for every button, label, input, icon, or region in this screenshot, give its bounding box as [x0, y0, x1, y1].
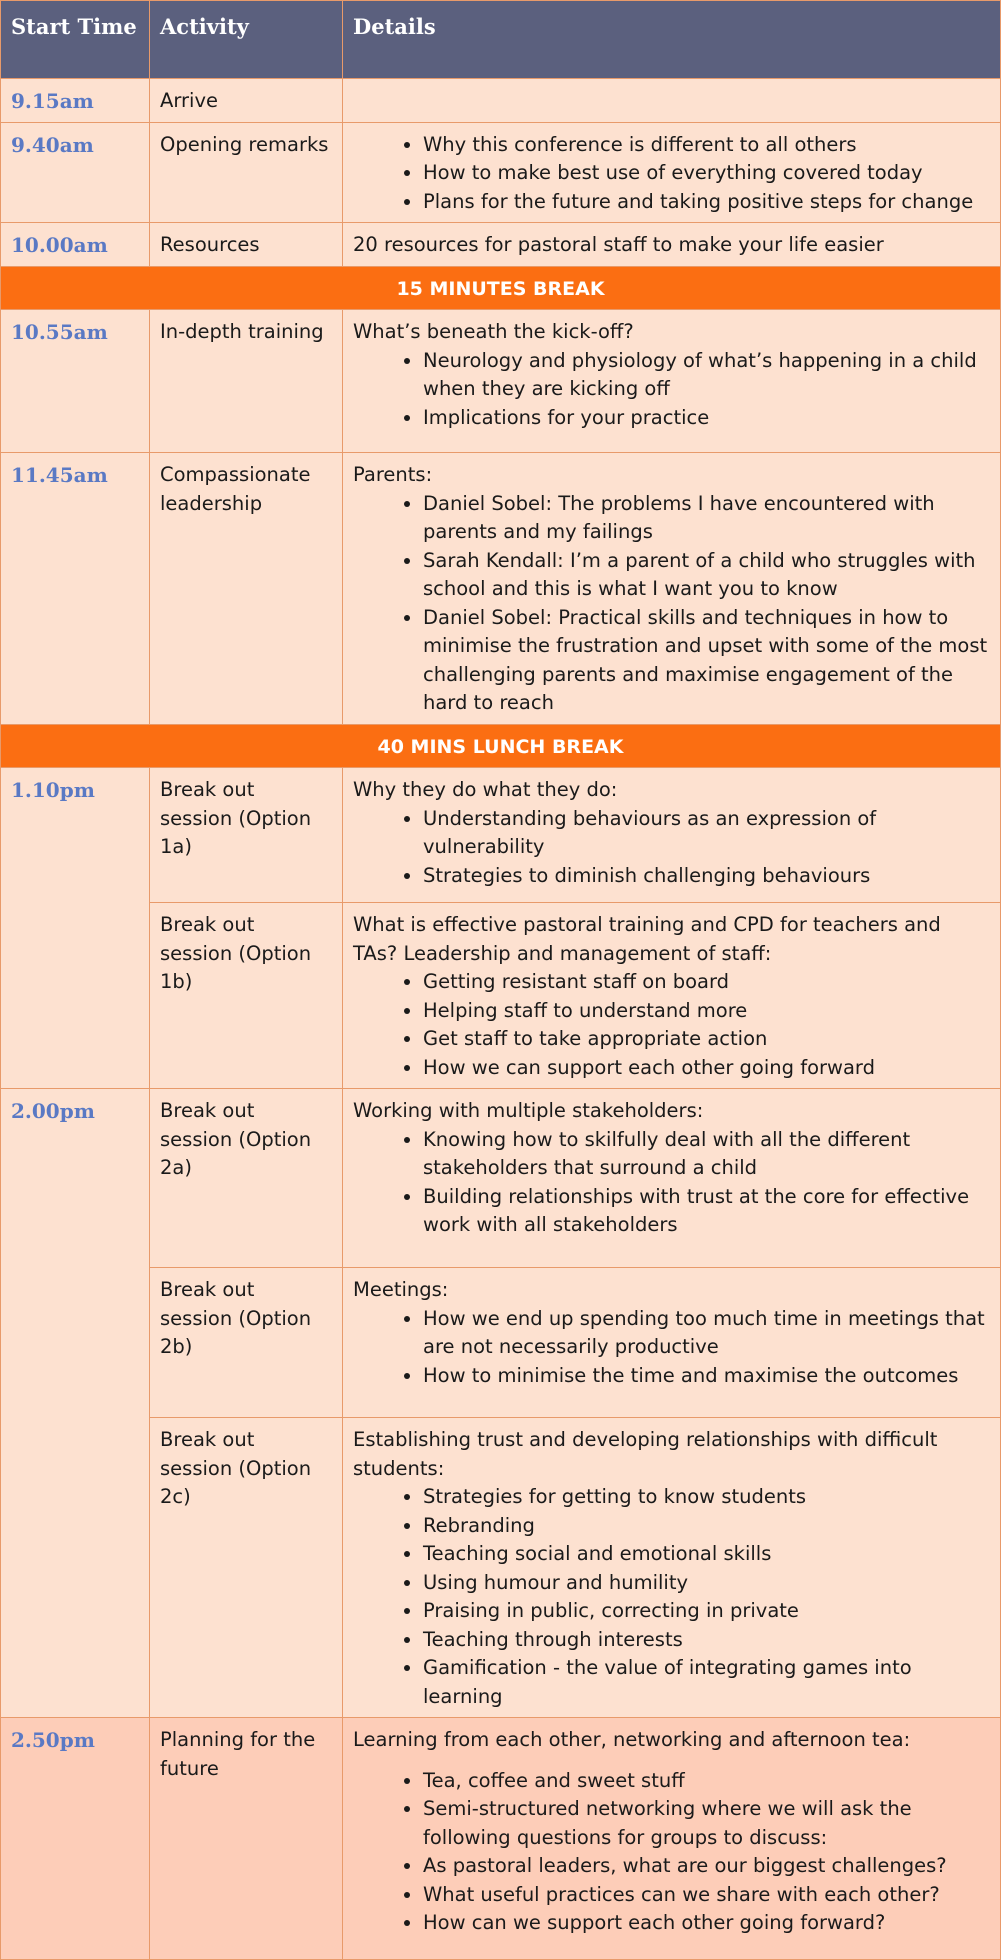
details-header: Details	[343, 1, 1001, 79]
details-cell	[343, 1418, 1001, 1718]
details-bullet: • Why this conference is different to all others	[423, 131, 990, 160]
start-time: 2.00pm	[1, 1089, 150, 1718]
details-bullet: • Building relationships with trust at the core for effective work with all stakeholders	[423, 1183, 990, 1240]
details-intro: 20 resources for pastoral staff to make your life easier	[353, 233, 884, 256]
agenda-row	[1, 223, 1001, 267]
activity-name: Break out session (Option 1a)	[150, 768, 343, 903]
details-bullet: • Gamification - the value of integrating games into learning	[423, 1654, 990, 1711]
details-bullet: • Teaching through interests	[423, 1626, 990, 1655]
details-bullet: • Getting resistant staff on board	[423, 968, 990, 997]
details-bullet: • Sarah Kendall: I’m a parent of a child who struggles with school and this is what I want you to know	[423, 547, 990, 604]
activity-name: Arrive	[150, 79, 343, 123]
break-label: 40 MINS LUNCH BREAK	[1, 724, 1001, 768]
details-bullet: • Daniel Sobel: Practical skills and techniques in how to minimise the frustration and upset with some of the most challenging parents and maximise engagement of the hard to reach	[423, 604, 990, 718]
details-intro: What is effective pastoral training and CPD for teachers and TAs? Leadership and management of staff:	[353, 913, 941, 965]
agenda-row	[1, 310, 1001, 453]
details-list	[353, 805, 990, 891]
agenda-row	[1, 768, 1001, 903]
details-cell	[343, 223, 1001, 267]
details-bullet: • How to make best use of everything covered today	[423, 159, 990, 188]
agenda-row	[1, 1268, 1001, 1418]
details-cell	[343, 1268, 1001, 1418]
details-list	[353, 1483, 990, 1711]
details-bullet: • Implications for your practice	[423, 404, 990, 433]
details-intro: Working with multiple stakeholders:	[353, 1099, 704, 1122]
details-cell	[343, 1089, 1001, 1268]
start-time: 9.40am	[1, 122, 150, 223]
agenda-row	[1, 903, 1001, 1089]
activity-name: Break out session (Option 1b)	[150, 903, 343, 1089]
details-list	[353, 131, 990, 217]
details-bullet: • Neurology and physiology of what’s happening in a child when they are kicking off	[423, 347, 990, 404]
start-time: 1.10pm	[1, 768, 150, 1089]
details-list	[353, 1767, 990, 1938]
details-cell	[343, 903, 1001, 1089]
details-bullet: • What useful practices can we share with each other?	[423, 1881, 990, 1910]
activity-name: Opening remarks	[150, 122, 343, 223]
details-bullet: • Get staff to take appropriate action	[423, 1025, 990, 1054]
activity-header: Activity	[150, 1, 343, 79]
break-row	[1, 724, 1001, 768]
activity-name: Break out session (Option 2a)	[150, 1089, 343, 1268]
details-bullet: • How can we support each other going forward?	[423, 1909, 990, 1938]
details-bullet: • Plans for the future and taking positive steps for change	[423, 188, 990, 217]
details-bullet: • Using humour and humility	[423, 1569, 990, 1598]
details-bullet: • Knowing how to skilfully deal with all the different stakeholders that surround a child	[423, 1126, 990, 1183]
details-bullet: • Understanding behaviours as an expression of vulnerability	[423, 805, 990, 862]
agenda-row	[1, 1089, 1001, 1268]
start-time: 10.55am	[1, 310, 150, 453]
agenda-row	[1, 1718, 1001, 1960]
activity-name: Break out session (Option 2b)	[150, 1268, 343, 1418]
details-list	[353, 1305, 990, 1391]
details-bullet: • Helping staff to understand more	[423, 997, 990, 1026]
activity-name: Resources	[150, 223, 343, 267]
details-bullet: • How to minimise the time and maximise the outcomes	[423, 1362, 990, 1391]
details-intro: Parents:	[353, 463, 433, 486]
agenda-row	[1, 1418, 1001, 1718]
activity-name: Compassionate leadership	[150, 453, 343, 725]
details-bullet: • Teaching social and emotional skills	[423, 1540, 990, 1569]
details-bullet: • Rebranding	[423, 1512, 990, 1541]
activity-name: In-depth training	[150, 310, 343, 453]
details-cell	[343, 79, 1001, 123]
details-intro: Learning from each other, networking and afternoon tea:	[353, 1728, 911, 1751]
details-cell	[343, 1718, 1001, 1960]
details-list	[353, 347, 990, 433]
details-intro: Establishing trust and developing relationships with difficult students:	[353, 1428, 938, 1480]
start-time: 9.15am	[1, 79, 150, 123]
details-bullet: • Strategies to diminish challenging behaviours	[423, 862, 990, 891]
details-list	[353, 968, 990, 1082]
header-row	[1, 1, 1001, 79]
details-bullet: • Daniel Sobel: The problems I have encountered with parents and my failings	[423, 490, 990, 547]
start-time: 10.00am	[1, 223, 150, 267]
details-intro: Why they do what they do:	[353, 778, 618, 801]
details-bullet: • Semi-structured networking where we will ask the following questions for groups to discuss:	[423, 1795, 990, 1852]
details-bullet: • Strategies for getting to know students	[423, 1483, 990, 1512]
details-bullet: • As pastoral leaders, what are our biggest challenges?	[423, 1852, 990, 1881]
break-label: 15 MINUTES BREAK	[1, 266, 1001, 310]
details-cell	[343, 768, 1001, 903]
agenda-row	[1, 453, 1001, 725]
agenda-row	[1, 122, 1001, 223]
details-bullet: • Praising in public, correcting in private	[423, 1597, 990, 1626]
details-cell	[343, 453, 1001, 725]
details-cell	[343, 310, 1001, 453]
agenda-row	[1, 79, 1001, 123]
break-row	[1, 266, 1001, 310]
details-intro: Meetings:	[353, 1278, 449, 1301]
details-list	[353, 1126, 990, 1240]
start-time: 2.50pm	[1, 1718, 150, 1960]
details-intro: What’s beneath the kick-off?	[353, 320, 634, 343]
details-cell	[343, 122, 1001, 223]
activity-name: Break out session (Option 2c)	[150, 1418, 343, 1718]
details-list	[353, 490, 990, 718]
details-bullet: • How we end up spending too much time in meetings that are not necessarily productive	[423, 1305, 990, 1362]
start-time-header: Start Time	[1, 1, 150, 79]
details-bullet: • How we can support each other going forward	[423, 1054, 990, 1083]
details-bullet: • Tea, coffee and sweet stuff	[423, 1767, 990, 1796]
activity-name: Planning for the future	[150, 1718, 343, 1960]
start-time: 11.45am	[1, 453, 150, 725]
